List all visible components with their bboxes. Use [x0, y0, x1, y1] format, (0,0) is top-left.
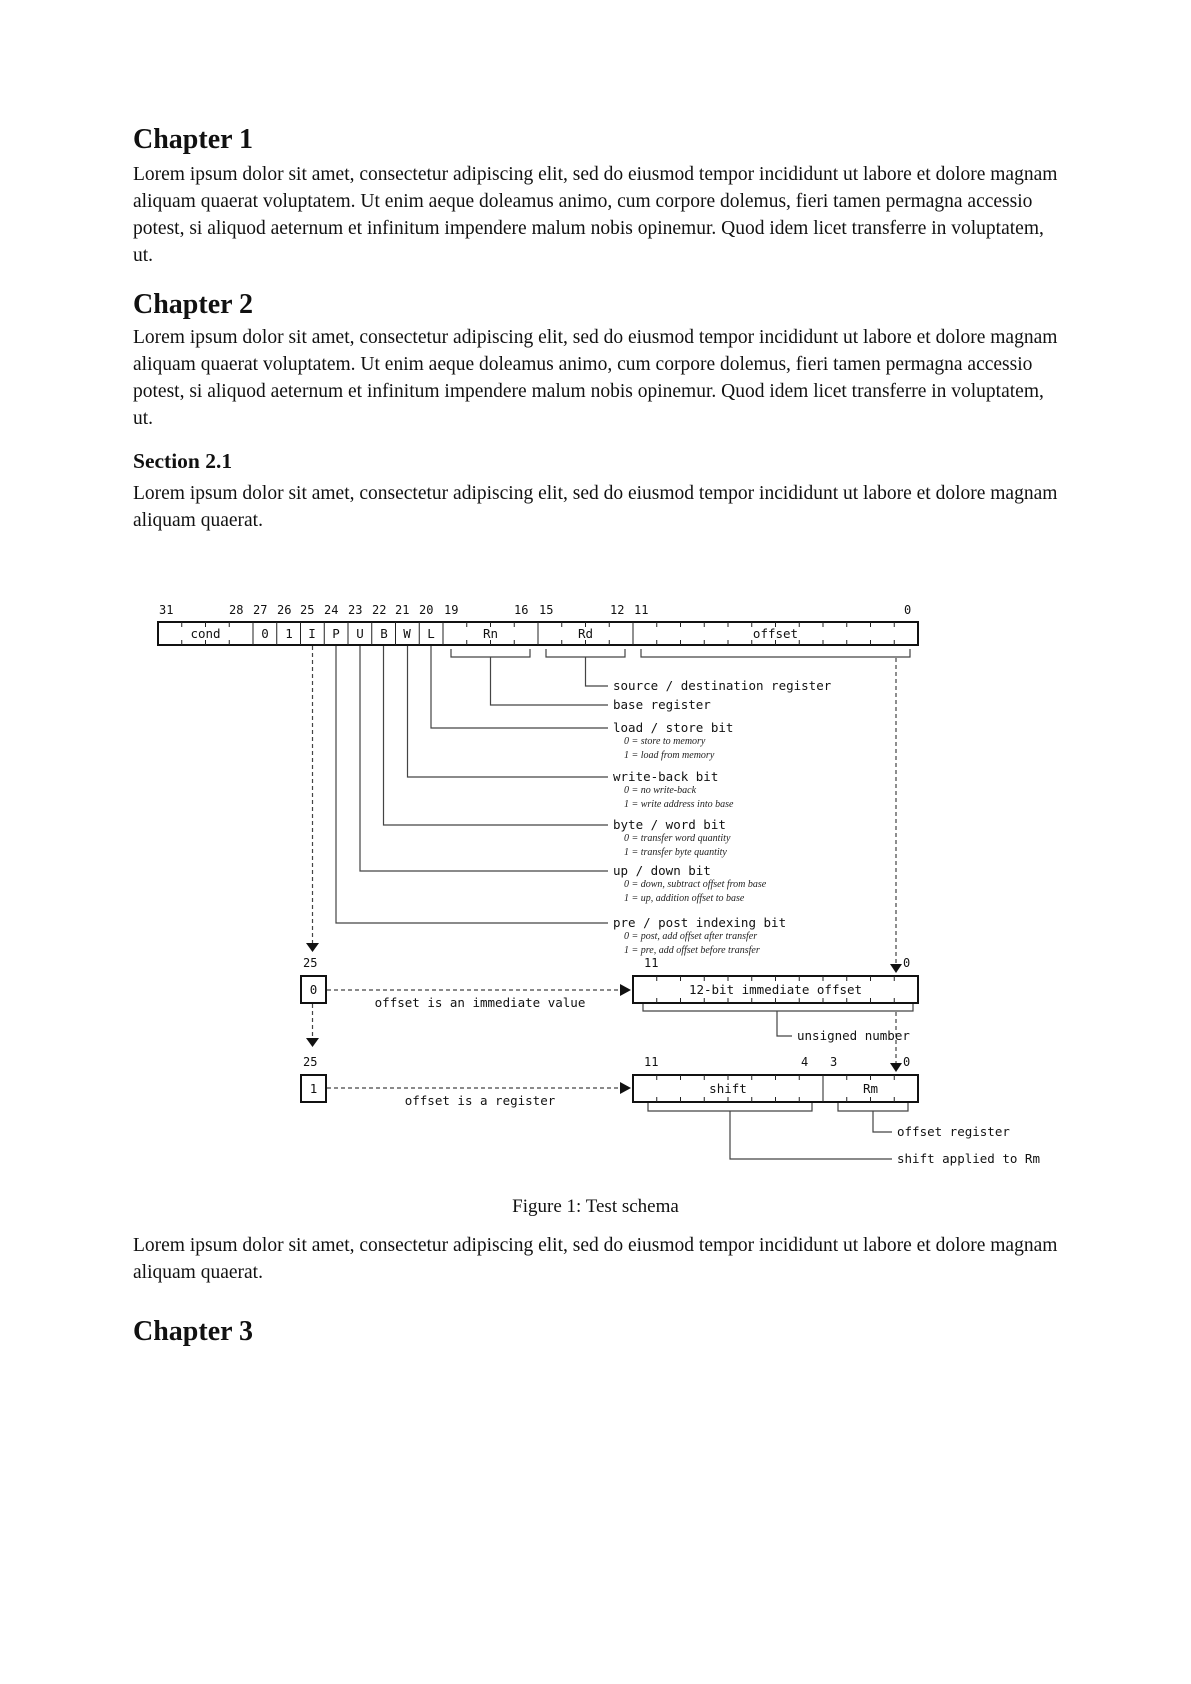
field-offset: offset — [752, 626, 799, 641]
annotation-sub-0: 0 = store to memory — [624, 736, 706, 747]
immediate-offset-field: 12-bit immediate offset — [688, 982, 863, 997]
annotation-sub-1: 1 = up, addition offset to base — [624, 892, 745, 904]
chapter-1-heading: Chapter 1 — [133, 124, 254, 155]
bit-label-22: 22 — [372, 603, 387, 617]
annotation-label: source / destination register — [613, 678, 832, 693]
annotation-label: up / down bit — [613, 863, 711, 878]
bit-label-16: 16 — [514, 603, 529, 617]
bit-label-26: 26 — [277, 603, 292, 617]
shift-field: shift — [709, 1081, 747, 1096]
bit-label-27: 27 — [253, 603, 268, 617]
i-bit-value-0: 0 — [309, 982, 318, 997]
field-0: 0 — [261, 626, 269, 641]
figure-caption: Figure 1: Test schema — [512, 1196, 679, 1217]
field-cond: cond — [190, 626, 221, 641]
shift-applied-label: shift applied to Rm — [897, 1151, 1040, 1166]
offset-register-label: offset register — [897, 1124, 1010, 1139]
bit-label-0: 0 — [904, 603, 912, 617]
after-figure-paragraph: Lorem ipsum dolor sit amet, consectetur adipiscing elit, sed do eiusmod tempor incididunt ut labore et dolore magnam aliquam quaerat. — [133, 1235, 1058, 1283]
annotation-sub-1: 1 = pre, add offset before transfer — [624, 944, 760, 956]
bit-label-24: 24 — [324, 603, 339, 617]
annotation-up-down-bit — [613, 864, 1033, 905]
bit-label-12: 12 — [610, 603, 625, 617]
annotation-load-store-bit — [613, 721, 1033, 762]
annotation-label: byte / word bit — [613, 817, 726, 832]
bit-label-20: 20 — [419, 603, 434, 617]
rm-field: Rm — [862, 1081, 879, 1096]
bit-label-15: 15 — [539, 603, 554, 617]
field-b: B — [380, 626, 388, 641]
reg-row-bit-label-0: 0 — [903, 1055, 911, 1069]
field-u: U — [356, 626, 364, 641]
annotation-label: load / store bit — [613, 720, 734, 735]
annotation-sub-0: 0 = transfer word quantity — [624, 833, 731, 844]
annotation-base-register — [613, 698, 1033, 712]
chapter-2-paragraph: Lorem ipsum dolor sit amet, consectetur adipiscing elit, sed do eiusmod tempor incididunt ut labore et dolore magnam aliquam quaerat voluptatem. Ut enim aeque doleamus animo, cum corpore dolemus, fieri tamen permagna accessio potest, si aliquod aeternum et infinitum impendere malum nobis opinemur. Quod idem licet transferre in voluptatem, ut. — [133, 327, 1058, 429]
annotation-label: pre / post indexing bit — [613, 915, 787, 930]
bit-label-23: 23 — [348, 603, 363, 617]
bit-label-21: 21 — [395, 603, 410, 617]
annotation-sub-0: 0 = post, add offset after transfer — [624, 931, 758, 942]
bit-label-11: 11 — [634, 603, 649, 617]
field-i: I — [308, 626, 316, 641]
section-2-1-heading: Section 2.1 — [133, 449, 233, 473]
annotation-sub-0: 0 = down, subtract offset from base — [624, 879, 767, 890]
field-w: W — [403, 626, 411, 641]
bit-label-28: 28 — [229, 603, 244, 617]
annotation-source-destination-register — [613, 679, 1033, 693]
annotation-sub-0: 0 = no write-back — [624, 785, 697, 796]
reg-row-bit-label-4: 4 — [801, 1055, 809, 1069]
field-rn: Rn — [482, 626, 499, 641]
annotation-label: base register — [613, 697, 711, 712]
annotation-sub-1: 1 = write address into base — [624, 798, 734, 810]
imm-row-bit-label-11: 11 — [644, 956, 659, 970]
field-rd: Rd — [577, 626, 594, 641]
imm-row-bit-label-0: 0 — [903, 956, 911, 970]
annotation-sub-1: 1 = load from memory — [624, 749, 715, 761]
section-2-1-paragraph: Lorem ipsum dolor sit amet, consectetur adipiscing elit, sed do eiusmod tempor incididunt ut labore et dolore magnam aliquam quaerat. — [133, 483, 1058, 531]
annotation-write-back-bit — [613, 770, 1033, 811]
reg-row-bit-label-11: 11 — [644, 1055, 659, 1069]
field-1: 1 — [285, 626, 293, 641]
chapter-1-paragraph: Lorem ipsum dolor sit amet, consectetur adipiscing elit, sed do eiusmod tempor incididunt ut labore et dolore magnam aliquam quaerat voluptatem. Ut enim aeque doleamus animo, cum corpore dolemus, fieri tamen permagna accessio potest, si aliquod aeternum et infinitum impendere malum nobis opinemur. Quod idem licet transferre in voluptatem, ut. — [133, 164, 1058, 266]
field-l: L — [427, 626, 435, 641]
bit-label-31: 31 — [159, 603, 174, 617]
annotation-sub-1: 1 = transfer byte quantity — [624, 846, 727, 858]
annotation-pre-post-indexing-bit — [613, 916, 1033, 957]
chapter-3-heading: Chapter 3 — [133, 1316, 254, 1347]
bit-label-19: 19 — [444, 603, 459, 617]
annotation-byte-word-bit — [613, 818, 1033, 859]
chapter-2-heading: Chapter 2 — [133, 289, 254, 320]
i-bit-value-1: 1 — [309, 1081, 318, 1096]
reg-row-bit-label-3: 3 — [830, 1055, 838, 1069]
register-arrow-label: offset is a register — [404, 1093, 556, 1108]
unsigned-number-label: unsigned number — [797, 1028, 910, 1043]
immediate-arrow-label: offset is an immediate value — [374, 995, 586, 1010]
imm-row-bit-label-25: 25 — [303, 956, 318, 970]
field-p: P — [332, 626, 340, 641]
reg-row-bit-label-25: 25 — [303, 1055, 318, 1069]
bit-label-25: 25 — [300, 603, 315, 617]
annotation-label: write-back bit — [613, 769, 719, 784]
